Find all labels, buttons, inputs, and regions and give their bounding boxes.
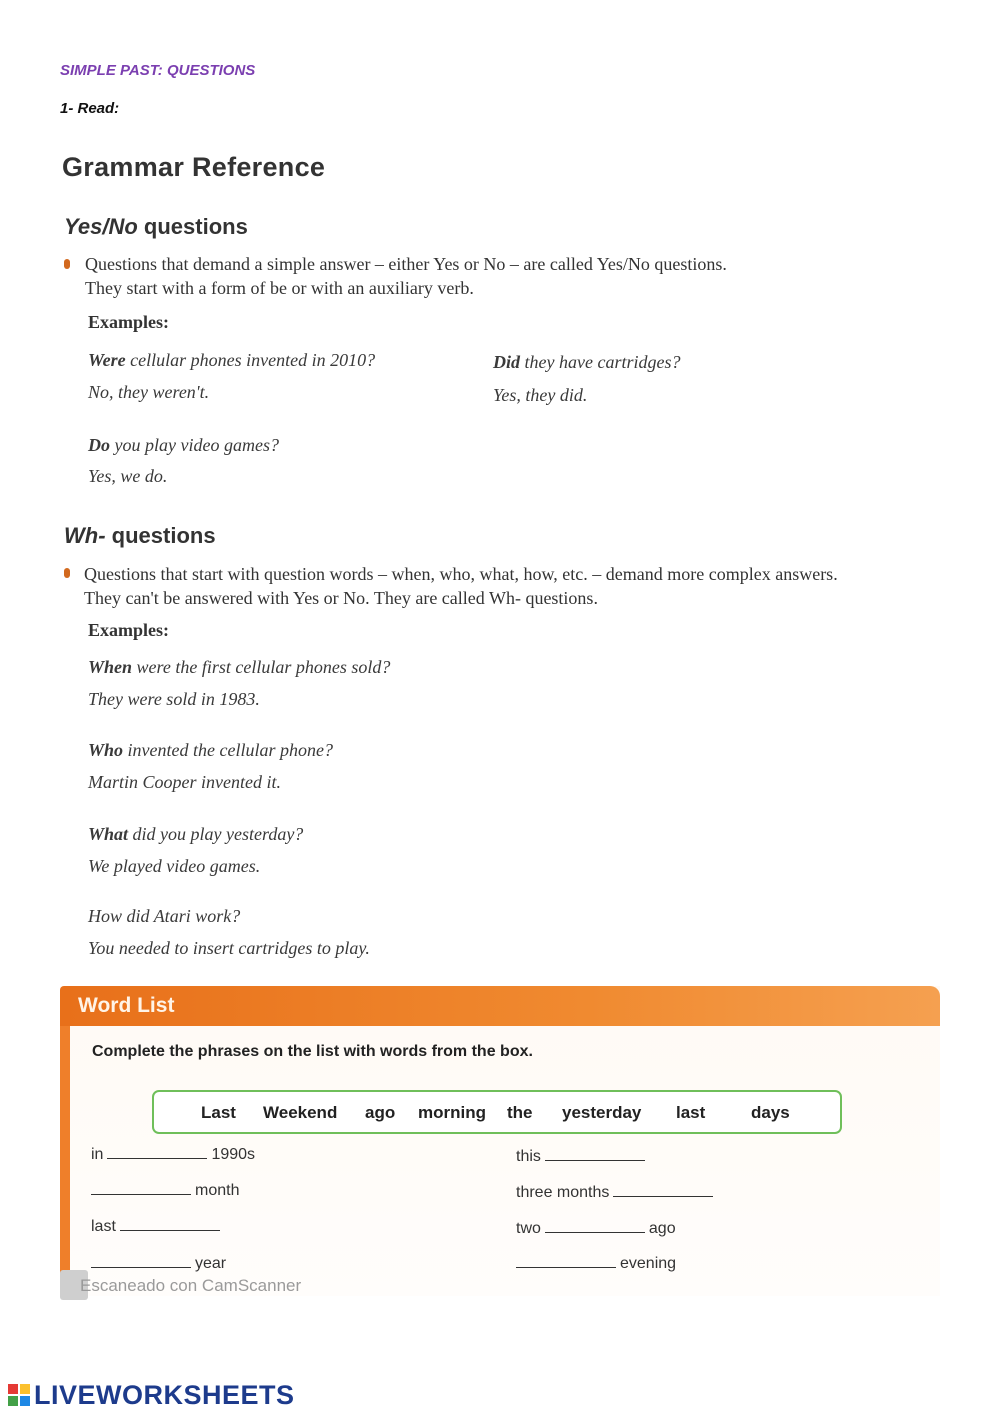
- worksheet-title: SIMPLE PAST: QUESTIONS: [60, 62, 256, 79]
- wh-answer-3: We played video games.: [88, 856, 261, 876]
- word-bank-word[interactable]: yesterday: [562, 1103, 642, 1122]
- yesno-example-3: [88, 435, 279, 456]
- yesno-heading: [64, 214, 248, 240]
- wh-example-3: [88, 824, 303, 845]
- wh-heading-em: Wh-: [64, 523, 106, 548]
- phrase-3: [91, 1218, 224, 1236]
- word-list-border: [60, 1026, 70, 1296]
- phrase-4: [91, 1255, 226, 1273]
- phrase-prefix: this: [516, 1148, 541, 1165]
- wh-example-2: [88, 740, 333, 761]
- word-list-instruction: Complete the phrases on the list with words from the box.: [92, 1043, 533, 1060]
- answer-blank[interactable]: [613, 1196, 713, 1197]
- wh-answer-1: They were sold in 1983.: [88, 689, 260, 709]
- answer-blank[interactable]: [545, 1232, 645, 1233]
- answer-blank[interactable]: [545, 1160, 645, 1161]
- example-question-word: Were: [88, 350, 126, 370]
- wh-paragraph-line1: Questions that start with question words – when, who, what, how, etc. – demand more complex answers.: [84, 564, 838, 584]
- word-list-panel: [60, 986, 940, 1296]
- wh-example-1: [88, 657, 390, 678]
- answer-blank[interactable]: [107, 1158, 207, 1159]
- example-question: they have cartridges?: [524, 352, 681, 372]
- wh-example-4: [88, 906, 240, 927]
- example-question-word: Who: [88, 740, 124, 760]
- word-list-title: Word List: [78, 994, 175, 1017]
- wh-answer-2: Martin Cooper invented it.: [88, 772, 281, 792]
- example-question-word: Did: [493, 352, 520, 372]
- phrase-prefix: three months: [516, 1184, 610, 1201]
- phrase-prefix: two: [516, 1220, 541, 1237]
- example-question: invented the cellular phone?: [127, 740, 333, 760]
- word-bank-word[interactable]: last: [676, 1103, 706, 1122]
- phrase-prefix: in: [91, 1146, 104, 1163]
- phrase-suffix: ago: [648, 1220, 676, 1237]
- phrase-6: [516, 1184, 717, 1202]
- phrase-5: [516, 1148, 649, 1166]
- phrase-8: [516, 1255, 676, 1273]
- phrase-suffix: evening: [620, 1255, 677, 1272]
- phrase-prefix: last: [91, 1218, 116, 1235]
- phrase-suffix: 1990s: [211, 1146, 256, 1163]
- wh-heading: [64, 523, 216, 549]
- bullet-icon: [64, 259, 70, 269]
- liveworksheets-brand: LIVEWORKSHEETS: [34, 1380, 295, 1410]
- phrase-suffix: month: [195, 1182, 240, 1199]
- wh-paragraph-line2: They can't be answered with Yes or No. They are called Wh- questions.: [84, 588, 598, 608]
- word-bank-word[interactable]: ago: [365, 1103, 396, 1122]
- yesno-example-2: [493, 352, 680, 373]
- example-question-word: When: [88, 657, 133, 677]
- example-question: did you play yesterday?: [132, 824, 304, 844]
- yesno-answer-3: Yes, we do.: [88, 466, 168, 486]
- yesno-paragraph-line2: They start with a form of be or with an auxiliary verb.: [85, 278, 474, 298]
- wh-examples-label: Examples:: [88, 620, 169, 640]
- word-bank-word[interactable]: morning: [418, 1103, 486, 1122]
- bullet-icon: [64, 568, 70, 578]
- answer-blank[interactable]: [516, 1267, 616, 1268]
- answer-blank[interactable]: [120, 1230, 220, 1231]
- yesno-heading-rest: questions: [143, 214, 248, 239]
- phrase-2: [91, 1182, 239, 1200]
- answer-blank[interactable]: [91, 1267, 191, 1268]
- yesno-paragraph-line1: Questions that demand a simple answer – either Yes or No – are called Yes/No questions.: [85, 254, 727, 274]
- example-question-word: What: [88, 824, 129, 844]
- word-bank-word[interactable]: Weekend: [263, 1103, 338, 1122]
- wh-heading-rest: questions: [111, 523, 216, 548]
- example-question: were the first cellular phones sold?: [136, 657, 391, 677]
- yesno-heading-em: Yes/No: [64, 214, 138, 239]
- word-bank-box: [152, 1090, 842, 1134]
- yesno-answer-1: No, they weren't.: [88, 382, 210, 402]
- wh-answer-4: You needed to insert cartridges to play.: [88, 938, 370, 958]
- camscanner-watermark: Escaneado con CamScanner: [80, 1276, 302, 1295]
- phrase-suffix: year: [195, 1255, 227, 1272]
- yesno-answer-2: Yes, they did.: [493, 385, 588, 405]
- grammar-reference-title: Grammar Reference: [62, 152, 326, 182]
- read-instruction: 1- Read:: [60, 100, 120, 117]
- answer-blank[interactable]: [91, 1194, 191, 1195]
- yesno-example-1: [88, 350, 375, 371]
- phrase-1: [91, 1146, 255, 1164]
- word-bank-word[interactable]: Last: [201, 1103, 236, 1122]
- example-question-word: Do: [88, 435, 110, 455]
- yesno-examples-label: Examples:: [88, 312, 169, 332]
- example-question-word: How: [88, 906, 123, 926]
- word-bank-word[interactable]: days: [751, 1103, 790, 1122]
- example-question: did Atari work?: [126, 906, 241, 926]
- example-question: you play video games?: [114, 435, 279, 455]
- example-question: cellular phones invented in 2010?: [130, 350, 376, 370]
- word-bank-word[interactable]: the: [507, 1103, 533, 1122]
- phrase-7: [516, 1220, 676, 1238]
- word-list-header-bar: [60, 986, 940, 1026]
- liveworksheets-logo-icon: [8, 1384, 30, 1406]
- liveworksheets-logo[interactable]: [8, 1380, 295, 1411]
